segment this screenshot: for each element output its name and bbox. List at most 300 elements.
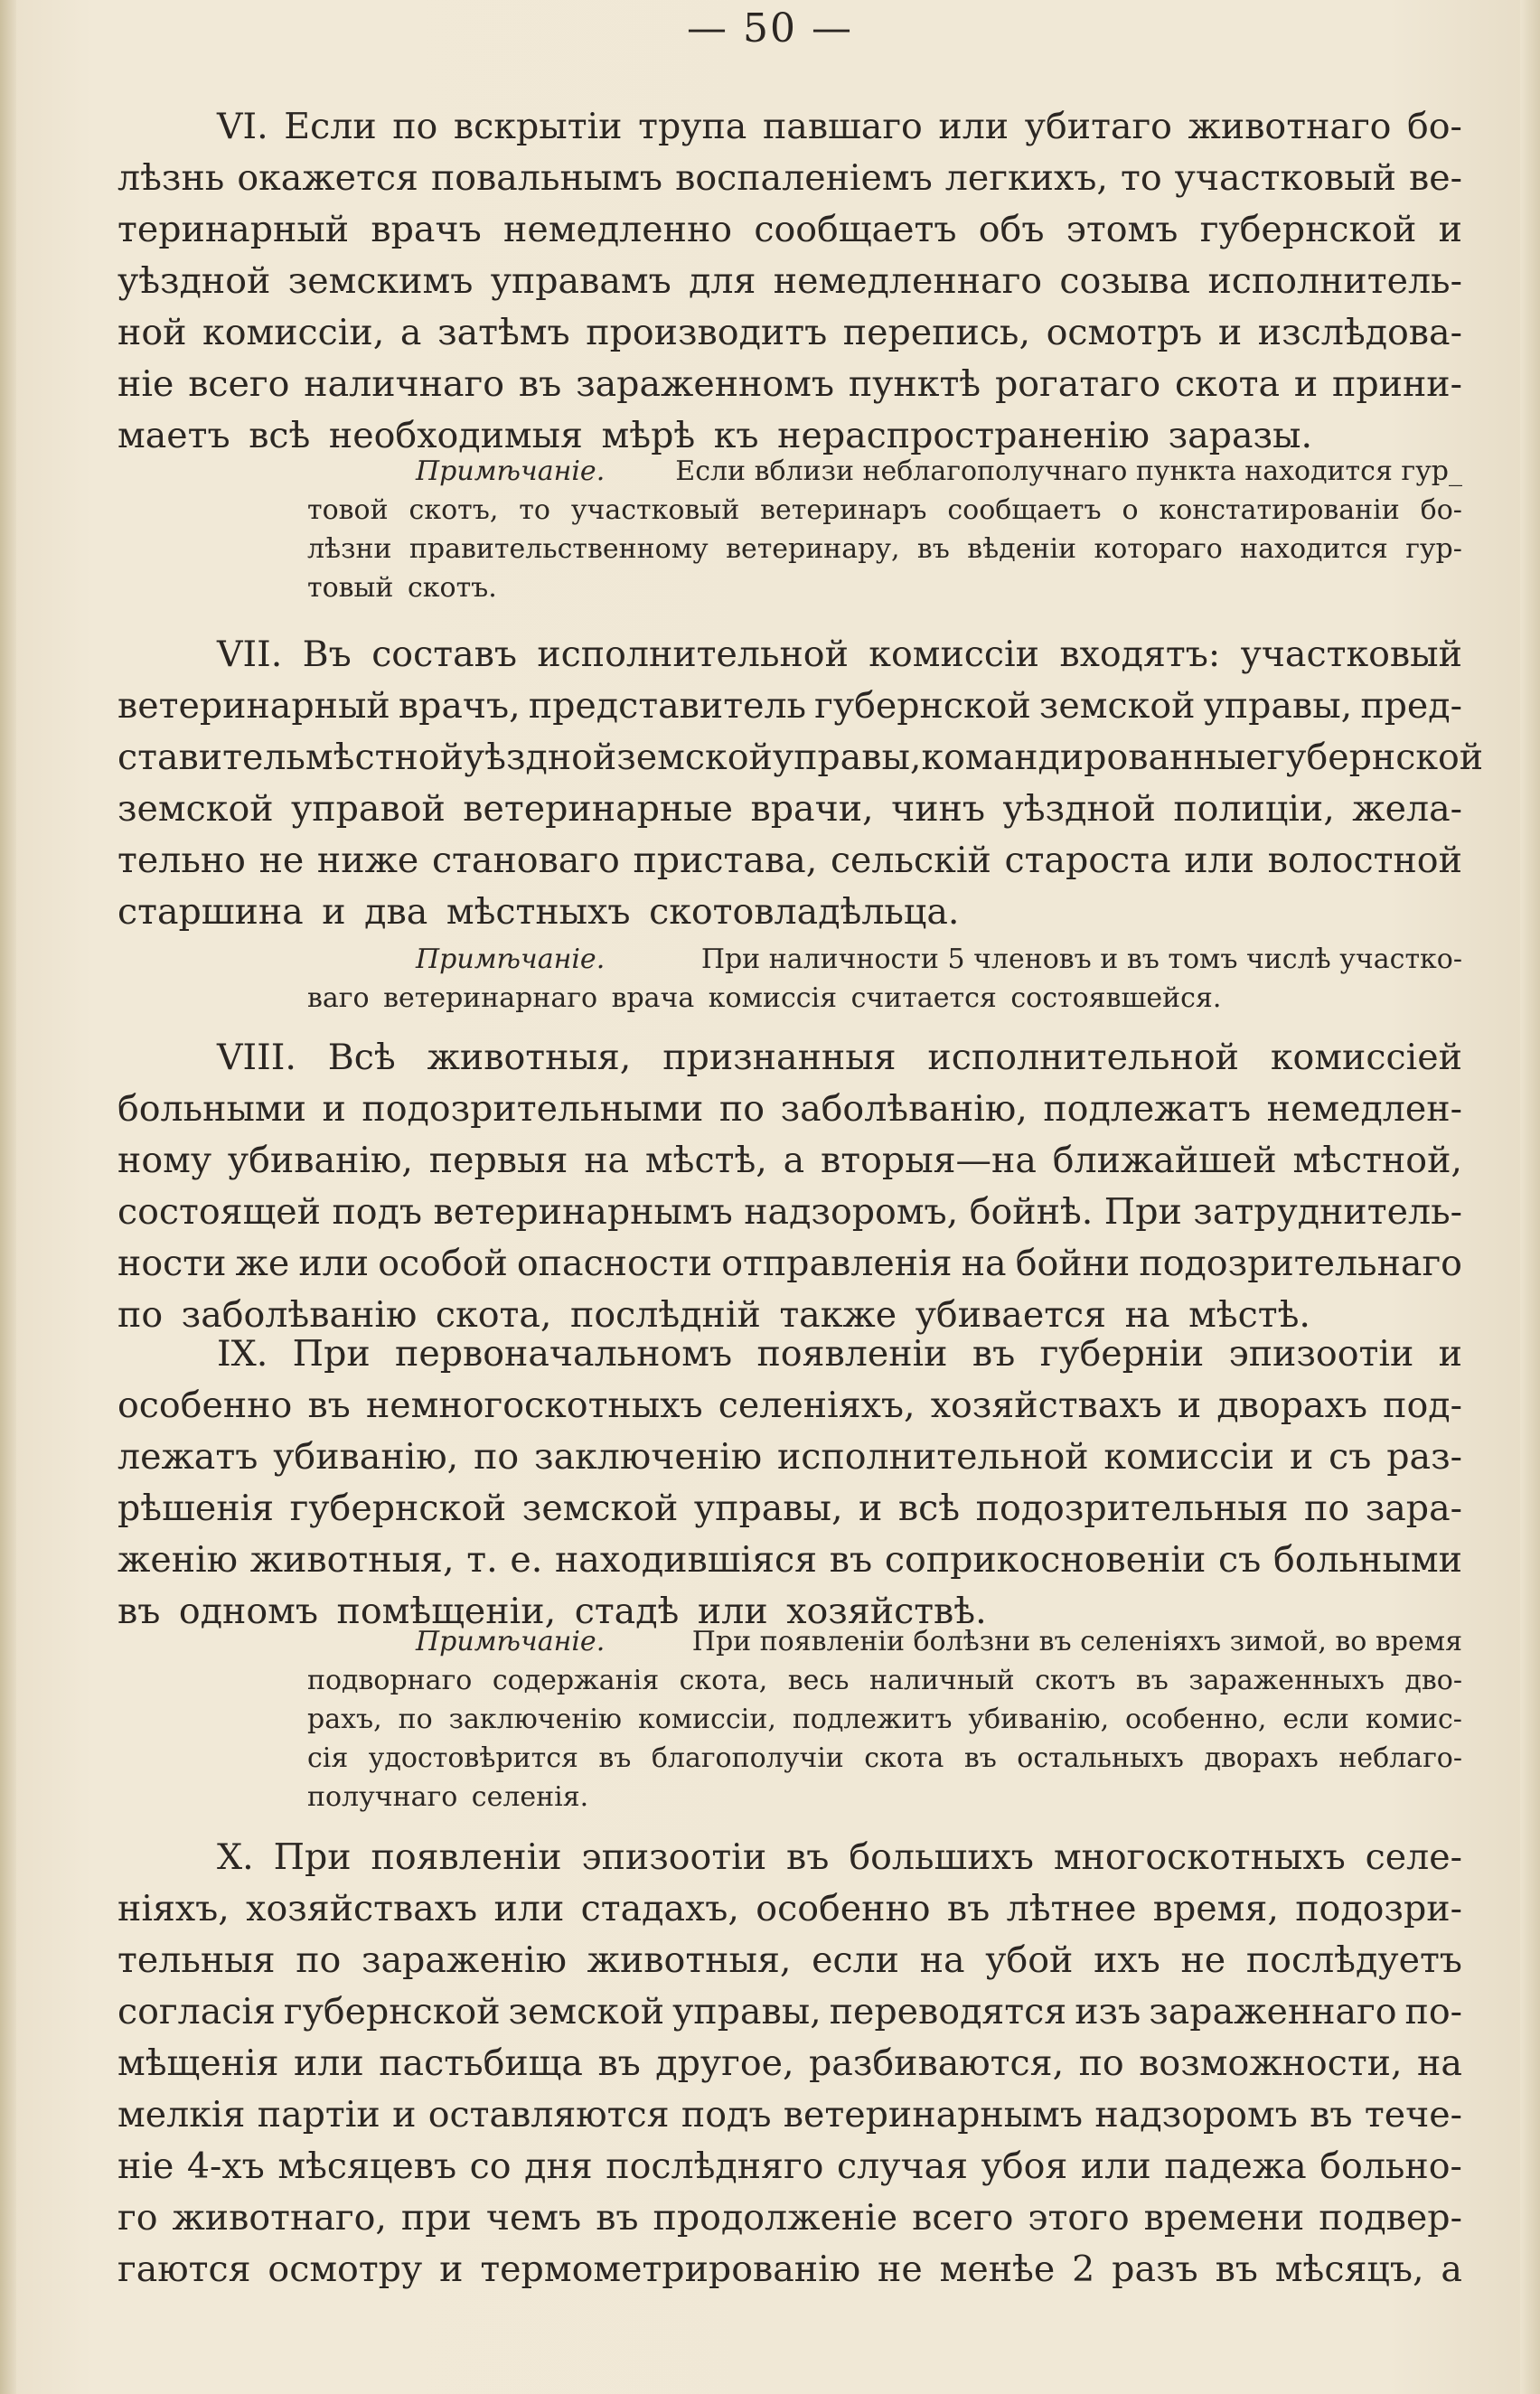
word: то: [519, 494, 550, 526]
paragraph-viii: [117, 1032, 1462, 1341]
word: скотъ: [1035, 1665, 1116, 1696]
word: появленіи: [756, 1333, 948, 1375]
word: же: [235, 1243, 290, 1284]
text-line: [117, 2141, 1462, 2192]
word: для: [689, 260, 756, 302]
word: скота: [1175, 363, 1281, 405]
word: управамъ: [490, 260, 671, 302]
word: времени: [1143, 2197, 1305, 2239]
word: время,: [1152, 1888, 1279, 1929]
word: Въ: [302, 634, 352, 675]
text-line: [117, 1032, 1462, 1084]
word: е.: [510, 1539, 543, 1581]
word: пристава,: [633, 840, 818, 881]
word: рогатаго: [994, 363, 1161, 405]
word: VI.: [217, 106, 268, 147]
text-line: въ одномъ помѣщеніи, стадѣ или хозяйствѣ.: [117, 1591, 987, 1632]
word: по: [1304, 1488, 1350, 1529]
word: ветеринаръ: [760, 494, 927, 526]
word: первоначальномъ: [395, 1333, 733, 1375]
word: ветеринарные: [463, 788, 734, 830]
word: наличнаго: [304, 363, 505, 405]
word: губерніи: [1039, 1333, 1205, 1375]
word: эпизоотіи: [1228, 1333, 1414, 1375]
text-line: [117, 1238, 1462, 1290]
word: сообщаетъ: [754, 209, 957, 250]
word: бо-: [1407, 106, 1462, 147]
note-text: При наличности 5 членовъ и въ томъ числѣ участко-: [700, 944, 1462, 975]
word: и: [1217, 312, 1243, 353]
word: подлежитъ: [792, 1704, 953, 1735]
word: и: [1438, 209, 1462, 250]
word: тельно: [117, 840, 246, 881]
word: гур-: [1405, 533, 1462, 565]
word: отправленія: [721, 1243, 953, 1284]
word: осмотръ: [1046, 312, 1203, 353]
word: убитаго: [1024, 106, 1172, 147]
word: другое,: [655, 2042, 794, 2084]
word: наличный: [869, 1665, 1015, 1696]
page-spine-shadow: [0, 0, 16, 2394]
text-line: [117, 1832, 1462, 1883]
word: становаго: [431, 840, 620, 881]
word: земскимъ: [287, 260, 474, 302]
paragraph-ix: [117, 1328, 1462, 1638]
word: теринарный: [117, 209, 350, 250]
note-first-line: [307, 1622, 1462, 1661]
text-line: [117, 681, 1462, 732]
word: павшаго: [762, 106, 923, 147]
word: IX.: [217, 1333, 268, 1375]
word: животныя,: [587, 1939, 792, 1981]
word: Всѣ: [327, 1037, 396, 1078]
word: затруднитель-: [1193, 1191, 1462, 1233]
note-label: Примѣчаніе.: [416, 944, 606, 975]
word: уѣздной: [117, 260, 271, 302]
word: комиссіи: [1103, 1436, 1275, 1478]
word: При: [292, 1333, 371, 1375]
word: на: [584, 1140, 630, 1181]
word: всѣ: [897, 1488, 961, 1529]
word: созыва: [1059, 260, 1191, 302]
word: о: [1122, 494, 1139, 526]
word: въ: [963, 1742, 997, 1774]
word: или: [493, 1888, 565, 1929]
word: этомъ: [1066, 209, 1178, 250]
word: пунктѣ: [848, 363, 981, 405]
word: согласія: [117, 1991, 276, 2033]
word: большихъ: [849, 1836, 1034, 1878]
word: VII.: [217, 634, 283, 675]
word: весь: [787, 1665, 850, 1696]
word: и: [1177, 1385, 1202, 1426]
word: раз-: [1386, 1436, 1462, 1478]
word: дня: [524, 2145, 593, 2187]
word: комис-: [1365, 1704, 1462, 1735]
word: ветеринарный: [117, 685, 390, 727]
word: животныя,: [249, 1539, 455, 1581]
text-line: [117, 101, 1462, 153]
text-line: [117, 1328, 1462, 1380]
word: не: [878, 2248, 923, 2290]
word: котораго: [1094, 533, 1223, 565]
word: ніе: [117, 363, 174, 405]
word: падежа: [1164, 2145, 1307, 2187]
word: осмотру: [268, 2248, 423, 2290]
word: и: [439, 2248, 464, 2290]
word: 4-хъ: [186, 2145, 265, 2187]
word: убиванію,: [273, 1436, 459, 1478]
word: комиссіей: [1270, 1037, 1462, 1078]
word: губернской: [289, 1488, 507, 1529]
word: немедленнаго: [773, 260, 1043, 302]
word: не: [258, 840, 305, 881]
word: ности: [117, 1243, 227, 1284]
word: хозяйствахъ: [930, 1385, 1162, 1426]
word: переводятся: [829, 1991, 1067, 2033]
word: заключенію: [448, 1704, 623, 1735]
word: подъ: [681, 2094, 772, 2136]
word: X.: [217, 1836, 254, 1878]
word: комиссіи: [869, 634, 1040, 675]
text-line: [117, 307, 1462, 359]
word: полиціи,: [1173, 788, 1335, 830]
word: по: [474, 1436, 520, 1478]
text-line: [117, 1483, 1462, 1535]
word: исполнитель-: [1207, 260, 1462, 302]
word: воспаленіемъ: [675, 157, 933, 199]
word: по: [398, 1704, 433, 1735]
word: на: [919, 1939, 965, 1981]
word: многоскотныхъ: [1053, 1836, 1346, 1878]
word: врачъ,: [398, 685, 521, 727]
word: бойни: [1015, 1243, 1131, 1284]
word: послѣдуетъ: [1245, 1939, 1462, 1981]
word: комиссіи,: [638, 1704, 776, 1735]
text-line: по заболѣванію скота, послѣдній также убивается на мѣстѣ.: [117, 1294, 1310, 1336]
word: земской: [521, 1488, 679, 1529]
word: губернской: [1266, 737, 1484, 778]
word: опасности: [516, 1243, 713, 1284]
word: земской: [1038, 685, 1196, 727]
word: подозрительными: [362, 1088, 704, 1130]
note-line: [307, 491, 1462, 530]
word: состоящей: [117, 1191, 322, 1233]
note-line: ваго ветеринарнаго врача комиссія считается состоявшейся.: [307, 982, 1222, 1014]
word: участковый: [1240, 634, 1462, 675]
word: менѣе: [939, 2248, 1056, 2290]
word: При: [273, 1836, 352, 1878]
word: случая: [837, 2145, 969, 2187]
word: продолженіе: [653, 2197, 898, 2239]
page-edge-shadow: [1520, 0, 1540, 2394]
word: зараженномъ: [576, 363, 835, 405]
text-line: [117, 2244, 1462, 2295]
note-text: Если вблизи неблагополучнаго пункта находится гур_: [675, 455, 1462, 487]
word: всего: [912, 2197, 1014, 2239]
word: въ: [829, 1539, 873, 1581]
word: объ: [978, 209, 1045, 250]
word: уѣздной: [1002, 788, 1156, 830]
word: немедленно: [503, 209, 733, 250]
word: особенно: [117, 1385, 293, 1426]
word: врачи,: [750, 788, 874, 830]
word: прини-: [1332, 363, 1462, 405]
word: подозрительнаго: [1139, 1243, 1462, 1284]
word: больно-: [1319, 2145, 1462, 2187]
word: не: [1180, 1939, 1226, 1981]
word: вторыя—на: [821, 1140, 1037, 1181]
word: управы,: [1203, 685, 1353, 727]
word: управы,: [772, 737, 922, 778]
word: ветеринарнымъ: [433, 1191, 733, 1233]
word: ставитель: [117, 737, 305, 778]
word: го: [117, 2197, 158, 2239]
note-label: Примѣчаніе.: [416, 1626, 606, 1657]
word: пред-: [1360, 685, 1462, 727]
word: въ: [307, 1385, 351, 1426]
word: жела-: [1352, 788, 1462, 830]
word: въ: [597, 2042, 641, 2084]
word: животнаго,: [172, 2197, 387, 2239]
word: и: [1289, 1436, 1314, 1478]
word: дворахъ: [1216, 1385, 1367, 1426]
word: исполнительной: [927, 1037, 1239, 1078]
note-vii: [307, 940, 1462, 1018]
word: находившіяся: [554, 1539, 818, 1581]
word: или: [294, 2042, 364, 2084]
word: термометрированію: [480, 2248, 861, 2290]
word: ніяхъ,: [117, 1888, 230, 1929]
word: подвер-: [1319, 2197, 1462, 2239]
word: заболѣванію,: [780, 1088, 1028, 1130]
word: а: [783, 1140, 805, 1181]
word: разъ: [1112, 2248, 1198, 2290]
paragraph-vi: [117, 101, 1462, 462]
word: мѣсяцъ,: [1274, 2248, 1424, 2290]
word: въ: [916, 533, 950, 565]
word: мелкія: [117, 2094, 246, 2136]
word: убоя: [981, 2145, 1068, 2187]
word: особенно: [756, 1888, 931, 1929]
word: стадахъ,: [580, 1888, 739, 1929]
word: находится: [1240, 533, 1388, 565]
word: убой: [985, 1939, 1074, 1981]
word: въ: [1215, 2248, 1258, 2290]
word: подозрительныя: [975, 1488, 1289, 1529]
word: ветеринарнымъ: [783, 2094, 1084, 2136]
note-label: Примѣчаніе.: [416, 455, 606, 487]
word: на: [1417, 2042, 1462, 2084]
word: ихъ: [1094, 1939, 1160, 1981]
word: съ: [1217, 1539, 1262, 1581]
word: и: [1438, 1333, 1462, 1375]
word: въ: [598, 1742, 632, 1774]
note-first-line: [307, 940, 1462, 979]
note-line: товый скотъ.: [307, 572, 497, 604]
text-line: [117, 204, 1462, 256]
word: по: [296, 1939, 342, 1981]
word: участковый: [570, 494, 740, 526]
word: 2: [1072, 2248, 1095, 2290]
word: рѣшенія: [117, 1488, 275, 1529]
word: затѣмъ: [437, 312, 570, 353]
word: и: [392, 2094, 417, 2136]
word: или: [938, 106, 1009, 147]
word: удостовѣрится: [368, 1742, 578, 1774]
word: правительственному: [408, 533, 709, 565]
word: вскрытіи: [453, 106, 623, 147]
text-line: [117, 1432, 1462, 1483]
word: животныя,: [427, 1037, 632, 1078]
word: товой: [307, 494, 389, 526]
word: хозяйствахъ: [246, 1888, 478, 1929]
word: содержанія: [492, 1665, 660, 1696]
word: губернской: [1199, 209, 1417, 250]
word: первыя: [428, 1140, 568, 1181]
page-number: — 50 —: [687, 5, 853, 52]
word: рахъ,: [307, 1704, 382, 1735]
word: дво-: [1404, 1665, 1462, 1696]
word: изъ: [1075, 1991, 1141, 2033]
text-line: [117, 629, 1462, 681]
word: гаются: [117, 2248, 251, 2290]
word: лѣтнее: [1006, 1888, 1137, 1929]
word: представитель: [528, 685, 807, 727]
word: подозри-: [1295, 1888, 1462, 1929]
word: чемъ: [485, 2197, 582, 2239]
word: разбиваются,: [809, 2042, 1065, 2084]
word: тече-: [1364, 2094, 1462, 2136]
word: больными: [117, 1088, 306, 1130]
word: земской: [508, 1991, 665, 2033]
text-line: [117, 784, 1462, 835]
word: мѣщенія: [117, 2042, 279, 2084]
word: признанныя: [662, 1037, 897, 1078]
word: ниже: [316, 840, 419, 881]
word: ніе: [117, 2145, 174, 2187]
word: перепись,: [842, 312, 1030, 353]
text-line: [117, 1883, 1462, 1935]
word: особенно,: [1125, 1704, 1267, 1735]
word: т.: [466, 1539, 498, 1581]
note-vi: [307, 452, 1462, 607]
word: уѣздной: [463, 737, 617, 778]
text-line: [117, 1084, 1462, 1135]
word: селе-: [1365, 1836, 1462, 1878]
note-first-line: [307, 452, 1462, 491]
text-line: [117, 1935, 1462, 1986]
text-line: [117, 1380, 1462, 1432]
text-line: [117, 1986, 1462, 2038]
word: въ: [518, 363, 562, 405]
text-line: [117, 2089, 1462, 2141]
word: мѣстной,: [1292, 1140, 1462, 1181]
text-line: маетъ всѣ необходимыя мѣрѣ къ нераспространенію заразы.: [117, 415, 1313, 456]
word: зара-: [1365, 1488, 1462, 1529]
word: соприкосновеніи: [884, 1539, 1207, 1581]
word: и: [322, 1088, 346, 1130]
word: селеніяхъ,: [718, 1385, 916, 1426]
word: со: [469, 2145, 512, 2187]
word: этого: [1028, 2197, 1130, 2239]
note-line: [307, 530, 1462, 568]
text-line: [117, 359, 1462, 410]
word: по: [718, 1088, 765, 1130]
word: всего: [188, 363, 290, 405]
word: а: [399, 312, 422, 353]
word: лѣзнь: [117, 157, 225, 199]
note-text: При появленіи болѣзни въ селеніяхъ зимой, во время: [691, 1626, 1462, 1657]
text-line: [117, 1535, 1462, 1586]
word: подлежатъ: [1043, 1088, 1252, 1130]
word: или: [1080, 2145, 1151, 2187]
word: ближайшей: [1052, 1140, 1277, 1181]
word: под-: [1383, 1385, 1462, 1426]
word: оставляются: [427, 2094, 670, 2136]
word: особой: [378, 1243, 508, 1284]
word: эпизоотіи: [581, 1836, 767, 1878]
note-ix: [307, 1622, 1462, 1817]
word: командированные: [921, 737, 1267, 778]
word: чинъ: [891, 788, 985, 830]
word: и: [1293, 363, 1319, 405]
text-line: [117, 2192, 1462, 2244]
word: VIII.: [217, 1037, 296, 1078]
word: а: [1441, 2248, 1462, 2290]
word: на: [961, 1243, 1007, 1284]
note-line: [307, 1661, 1462, 1700]
word: губернской: [814, 685, 1031, 727]
word: ве-: [1409, 157, 1462, 199]
word: въ: [786, 1836, 830, 1878]
word: земской: [117, 788, 274, 830]
word: возможности,: [1139, 2042, 1403, 2084]
word: партіи: [257, 2094, 380, 2136]
word: врачъ: [371, 209, 482, 250]
word: скотъ,: [408, 494, 499, 526]
word: съ: [1329, 1436, 1372, 1478]
word: зараженныхъ: [1188, 1665, 1385, 1696]
text-line: старшина и два мѣстныхъ скотовладѣльца.: [117, 891, 960, 933]
word: зараженнаго: [1149, 1991, 1397, 2033]
word: заключенію: [534, 1436, 763, 1478]
word: сія: [307, 1742, 349, 1774]
word: лѣзни: [307, 533, 392, 565]
paragraph-vii: [117, 629, 1484, 938]
word: неблаго-: [1338, 1742, 1462, 1774]
word: управой: [291, 788, 446, 830]
word: немногоскотныхъ: [365, 1385, 703, 1426]
word: въ: [1310, 2094, 1353, 2136]
word: мѣстѣ,: [644, 1140, 767, 1181]
word: изслѣдова-: [1257, 312, 1462, 353]
word: въ: [1135, 1665, 1169, 1696]
word: исполнительной: [537, 634, 849, 675]
word: губернской: [283, 1991, 501, 2033]
word: скота,: [679, 1665, 768, 1696]
word: сообщаетъ: [947, 494, 1102, 526]
word: появленіи: [371, 1836, 562, 1878]
word: повальнымъ: [430, 157, 663, 199]
word: легкихъ,: [944, 157, 1108, 199]
word: Если: [284, 106, 377, 147]
word: остальныхъ: [1017, 1742, 1184, 1774]
word: мѣстной: [305, 737, 464, 778]
note-line: получнаго селенія.: [307, 1781, 589, 1813]
word: тельныя: [117, 1939, 276, 1981]
word: ной: [117, 312, 187, 353]
